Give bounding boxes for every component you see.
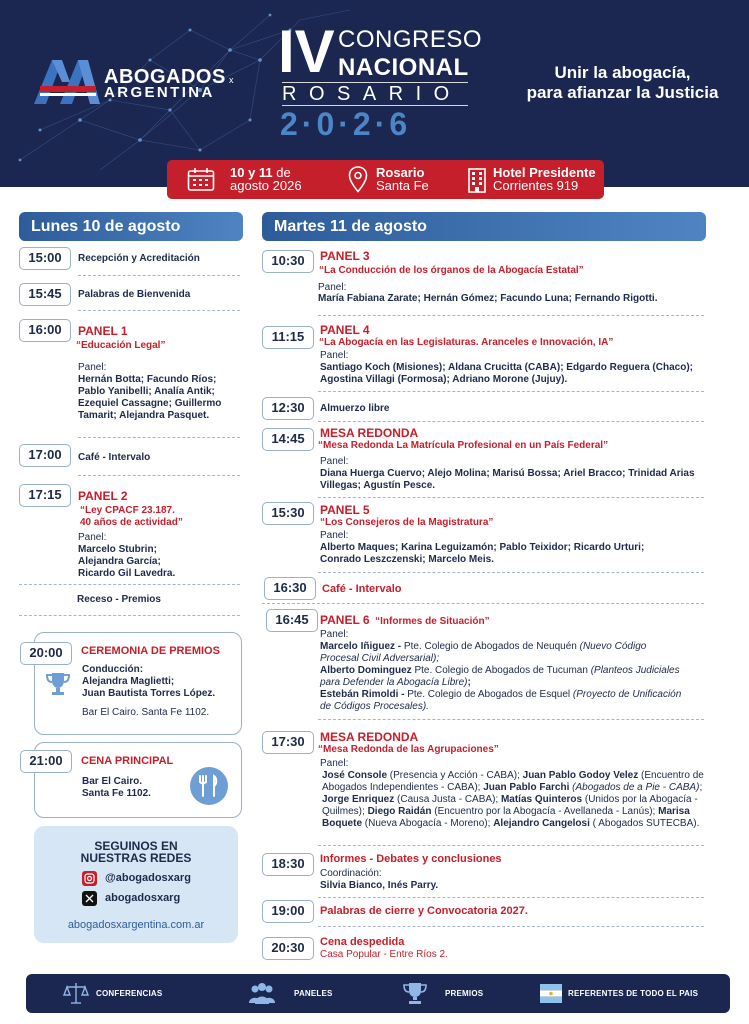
dinner-place: Santa Fe 1102.: [82, 788, 151, 799]
date-days: 10 y 11: [230, 165, 273, 180]
trophy-icon: [402, 981, 428, 1006]
year: 2·0·2·6: [280, 106, 412, 142]
panel-6-member-3-topic: de Códigos Procesales).: [320, 701, 429, 712]
people-icon: [247, 981, 277, 1006]
item-cafe: Café - Intervalo: [78, 452, 151, 463]
time-badge: 11:15: [262, 326, 314, 349]
ceremony-conduccion: Conducción:: [82, 664, 144, 675]
hotel-building-icon: [467, 166, 487, 193]
time-badge: 15:45: [19, 283, 71, 306]
panel-label: Panel:: [320, 629, 349, 640]
divider: [78, 437, 240, 438]
time-badge: 12:30: [262, 397, 314, 420]
edition-number: IV: [278, 18, 335, 85]
footer-conferencias: CONFERENCIAS: [96, 989, 163, 998]
social-title-1: SEGUINOS EN: [94, 839, 178, 853]
time-badge: 15:00: [19, 247, 71, 270]
panel-3-label: PANEL 3: [320, 249, 370, 263]
panel-6-label: PANEL 6: [320, 613, 370, 627]
panel-1-members: Ezequiel Cassagne; Guillermo: [78, 398, 222, 409]
panel-label: Panel:: [78, 532, 107, 543]
divider: [318, 926, 704, 927]
time-badge: 16:45: [266, 609, 318, 632]
panel-2-title: 40 años de actividad”: [80, 517, 183, 528]
social-box: [34, 826, 238, 943]
panel-label: Panel:: [320, 758, 349, 769]
panel-1-members: Hernán Botta; Facundo Ríos;: [78, 374, 217, 385]
divider: [19, 584, 240, 585]
event-location: [376, 166, 429, 192]
panel-5-title: “Los Consejeros de la Magistratura”: [320, 517, 494, 528]
time-badge: 15:30: [262, 502, 314, 525]
panel-4-label: PANEL 4: [320, 323, 370, 337]
venue-name: Hotel Presidente: [493, 165, 596, 180]
time-badge: 17:30: [262, 731, 314, 754]
time-badge: 16:00: [19, 319, 71, 342]
divider: [318, 719, 704, 720]
panel-5-members: Conrado Leszczenski; Marcelo Meis.: [320, 554, 494, 565]
item-informes: Informes - Debates y conclusiones: [320, 853, 502, 865]
date-de: de: [276, 165, 291, 180]
dinner-place: Bar El Cairo.: [82, 776, 143, 787]
ceremony-place: Bar El Cairo. Santa Fe 1102.: [82, 707, 210, 718]
instagram-icon[interactable]: [82, 871, 97, 886]
divider: [78, 310, 240, 311]
panel-label: Panel:: [320, 456, 349, 467]
logo-text-argentina: ARGENTINA: [104, 84, 215, 101]
mesa-1-members: Villegas; Agustín Pesce.: [320, 480, 436, 491]
panel-6-title: “Informes de Situación”: [375, 616, 490, 627]
item-recepcion: Recepción y Acreditación: [78, 253, 200, 264]
divider: [318, 315, 704, 316]
time-badge: 18:30: [262, 853, 314, 876]
tagline-line-1: Unir la abogacía,: [554, 63, 691, 82]
mesa-2-label: MESA REDONDA: [320, 730, 419, 744]
mesa-2-members: José Console (Presencia y Acción - CABA); Juan Pablo Godoy Velez (Encuentro de: [322, 770, 704, 781]
city-banner: ROSARIO: [282, 82, 468, 106]
social-title-2: NUESTRAS REDES: [80, 851, 192, 865]
panel-5-label: PANEL 5: [320, 503, 370, 517]
panel-2-label: PANEL 2: [78, 489, 128, 503]
panel-label: Panel:: [320, 350, 349, 361]
time-badge: 21:00: [20, 750, 72, 773]
time-badge: 19:00: [262, 900, 314, 923]
panel-2-members: Alejandra García;: [78, 556, 161, 567]
panel-6-member-2: Alberto Dominguez Pte. Colegio de Abogados de Tucuman (Planteos Judiciales: [320, 665, 680, 676]
ceremony-host: Juan Bautista Torres López.: [82, 688, 216, 699]
date-month: agosto 2026: [230, 178, 302, 193]
panel-3-title: “La Conducción de los órganos de la Abogacía Estatal”: [319, 265, 584, 276]
item-cafe-tuesday: Café - Intervalo: [322, 583, 402, 595]
header-banner: [0, 0, 749, 187]
mesa-2-members: Jorge Enriquez (Causa Justa - CABA); Matías Quinteros (Unidos por la Abogacía -: [322, 794, 698, 805]
divider: [318, 897, 704, 898]
footer-premios: PREMIOS: [445, 989, 484, 998]
divider: [318, 845, 704, 846]
divider: [318, 497, 704, 498]
mesa-2-members: Boquete (Nueva Abogacía - Moreno); Alejandro Cangelosi ( Abogados SUTECBA).: [322, 818, 700, 829]
divider: [78, 475, 240, 476]
mesa-1-label: MESA REDONDA: [320, 426, 419, 440]
mesa-2-members: Quilmes); Diego Raidán (Encuentro por la Abogacía - Avellaneda - Lanús); Marisa: [322, 806, 690, 817]
time-badge: 17:15: [19, 484, 71, 507]
divider: [262, 603, 704, 604]
divider: [318, 391, 704, 392]
tagline-line-2: para afianzar la Justicia: [526, 83, 719, 102]
coordination-label: Coordinación:: [320, 868, 382, 879]
event-info-bar: [167, 160, 604, 199]
panel-2-members: Ricardo Gil Lavedra.: [78, 568, 176, 579]
x-handle[interactable]: abogadosxarg: [105, 892, 181, 904]
logo-text-abogados: ABOGADOS: [104, 66, 226, 88]
item-almuerzo: Almuerzo libre: [320, 403, 390, 414]
panel-6-member-1: Marcelo Iñiguez - Pte. Colegio de Abogados de Neuquén (Nuevo Código: [320, 641, 647, 652]
mesa-1-members: Diana Huerga Cuervo; Alejo Molina; Marisú Bossa; Ariel Bracco; Trinidad Arias: [320, 468, 695, 479]
item-cena-despedida: Cena despedida: [320, 936, 405, 948]
ceremony-title: CEREMONIA DE PREMIOS: [81, 645, 220, 657]
congress-line-2: NACIONAL: [338, 54, 469, 81]
tuesday-header: Martes 11 de agosto: [262, 212, 706, 241]
divider: [318, 421, 704, 422]
instagram-handle[interactable]: @abogadosxarg: [105, 872, 191, 884]
panel-1-label: PANEL 1: [78, 324, 128, 338]
panel-label: Panel:: [320, 530, 349, 541]
location-province: Santa Fe: [376, 178, 429, 193]
panel-4-members: Agostina Villagi (Formosa); Adriano Morone (Jujuy).: [320, 374, 568, 385]
panel-6-member-3: Estebán Rimoldi - Pte. Colegio de Abogados de Esquel (Proyecto de Unificación: [320, 689, 682, 700]
panel-3-members: María Fabiana Zarate; Hernán Gómez; Facundo Luna; Fernando Rigotti.: [318, 293, 658, 304]
panel-1-members: Tamarit; Alejandra Pasquet.: [78, 410, 210, 421]
footer-bar: [26, 974, 730, 1013]
panel-6-member-2-topic: para Defender la Abogacía Libre);: [320, 677, 471, 688]
logo-text-x: x: [229, 75, 234, 85]
divider: [78, 275, 240, 276]
cutlery-icon: [189, 766, 229, 806]
divider: [19, 615, 240, 616]
website-link[interactable]: abogadosxargentina.com.ar: [67, 919, 205, 931]
panel-5-members: Alberto Maques; Karina Leguizamón; Pablo Teixidor; Ricardo Urturi;: [320, 542, 645, 553]
coordination-names: Silvia Bianco, Inés Parry.: [320, 880, 439, 891]
location-city: Rosario: [376, 165, 425, 180]
panel-4-members: Santiago Koch (Misiones); Aldana Crucitta (CABA); Edgardo Reguera (Chaco);: [320, 362, 693, 373]
x-twitter-icon[interactable]: [82, 891, 97, 906]
panel-label: Panel:: [78, 362, 107, 373]
time-badge: 10:30: [262, 250, 314, 273]
calendar-icon: [187, 167, 215, 192]
time-badge: 20:30: [262, 937, 314, 960]
panel-2-title: “Ley CPACF 23.187.: [80, 505, 175, 516]
congress-line-1: CONGRESO: [338, 26, 483, 53]
tagline: [515, 63, 730, 103]
item-receso: Receso - Premios: [77, 594, 161, 605]
mesa-1-title: “Mesa Redonda La Matrícula Profesional en un País Federal”: [318, 440, 609, 451]
congress-title: [276, 18, 483, 142]
panel-label: Panel:: [318, 282, 347, 293]
mesa-2-members: Abogados Independientes - CABA); Juan Pablo Farchi (Abogados de a Pie - CABA);: [322, 782, 703, 793]
panel-2-members: Marcelo Stubrin;: [78, 544, 157, 555]
panel-1-members: Pablo Yanibelli; Analía Antik;: [78, 386, 215, 397]
ceremony-host: Alejandra Maglietti;: [82, 676, 175, 687]
monday-header: Lunes 10 de agosto: [19, 212, 243, 241]
mesa-2-title: “Mesa Redonda de las Agrupaciones”: [318, 744, 499, 755]
dinner-title: CENA PRINCIPAL: [81, 755, 174, 767]
divider: [318, 572, 704, 573]
time-badge: 16:30: [264, 577, 316, 600]
time-badge: 20:00: [20, 642, 72, 665]
panel-6-header: [320, 614, 490, 628]
panel-4-title: “La Abogacía en las Legislaturas. Aranceles e Innovación, IA”: [319, 337, 614, 348]
time-badge: 14:45: [262, 428, 314, 451]
trophy-icon: [44, 670, 72, 698]
footer-referentes: REFERENTES DE TODO EL PAIS: [568, 989, 699, 998]
event-venue: [493, 166, 596, 192]
aa-logo-icon: [32, 58, 102, 106]
location-pin-icon: [348, 166, 368, 193]
item-bienvenida: Palabras de Bienvenida: [78, 289, 191, 300]
panel-1-title: “Educación Legal”: [76, 340, 166, 351]
time-badge: 17:00: [19, 444, 71, 467]
venue-address: Corrientes 919: [493, 178, 579, 193]
argentina-flag-icon: [540, 984, 562, 1003]
cena-despedida-place: Casa Popular - Entre Ríos 2.: [320, 949, 448, 960]
item-cierre: Palabras de cierre y Convocatoria 2027.: [320, 905, 528, 917]
panel-6-member-1-topic: Procesal Civil Adversarial);: [320, 653, 440, 664]
event-date: [230, 166, 302, 192]
scales-of-justice-icon: [63, 981, 89, 1006]
footer-paneles: PANELES: [294, 989, 333, 998]
